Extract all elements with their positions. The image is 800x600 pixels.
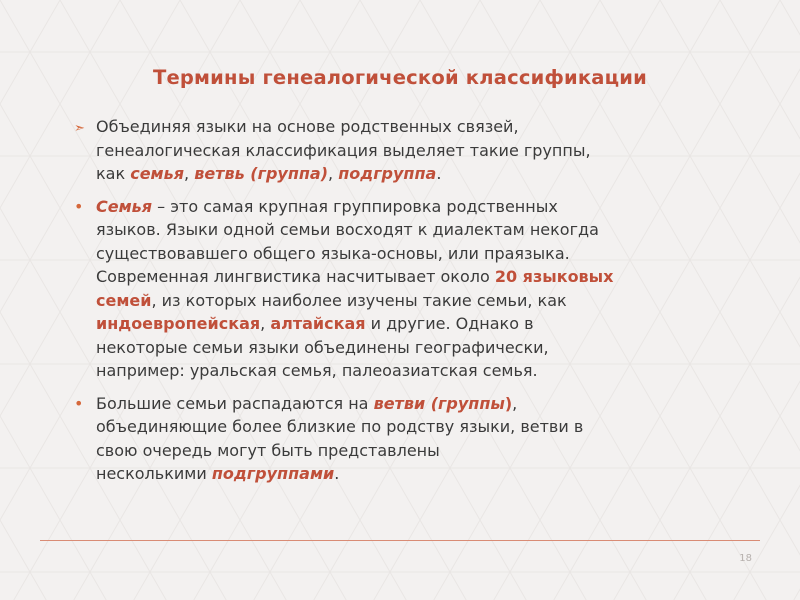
- text-line: Объединяя языки на основе родственных связей,: [96, 117, 519, 136]
- family-count: 20 языковых: [494, 267, 614, 286]
- term-indo-european: индоевропейская: [96, 314, 261, 333]
- text-line: существовавшего общего языка-основы, или праязыка.: [96, 243, 570, 263]
- paragraph-family: [74, 195, 754, 383]
- text-span: .: [436, 164, 442, 183]
- term-family: семья: [130, 164, 185, 183]
- page-number: 18: [739, 553, 752, 564]
- text-line: [96, 312, 754, 336]
- term-branches: ветви (группы: [373, 393, 505, 413]
- dot-bullet-icon: •: [74, 196, 84, 216]
- text-span: .: [334, 464, 340, 483]
- text-line: [96, 162, 754, 186]
- term-subgroup: подгруппа: [338, 164, 437, 183]
- slide-body: [74, 115, 754, 495]
- text-line: свою очередь могут быть представлены: [96, 440, 440, 460]
- text-line: генеалогическая классификация выделяет такие группы,: [96, 140, 591, 160]
- text-line: например: уральская семья, палеоазиатская семья.: [96, 361, 538, 380]
- text-line: некоторые семьи языки объединены географически,: [96, 337, 549, 357]
- term-branch: ветвь (группа): [194, 164, 329, 183]
- text-span: и другие. Однако в: [365, 314, 534, 333]
- text-line: [96, 195, 754, 219]
- text-line: [96, 289, 754, 313]
- paragraph-intro: [74, 115, 754, 186]
- text-span: ,: [328, 164, 339, 183]
- text-span: ): [504, 393, 513, 413]
- text-line: [96, 392, 754, 416]
- paragraph-branches: [74, 392, 754, 486]
- slide-title: Термины генеалогической классификации: [152, 66, 648, 89]
- term-subgroups: подгруппами: [211, 464, 335, 483]
- text-span: ,: [512, 393, 518, 413]
- text-line: [96, 265, 754, 289]
- arrow-bullet-icon: ➣: [74, 121, 85, 136]
- text-line: объединяющие более близкие по родству языки, ветви в: [96, 417, 584, 436]
- text-span: – это самая крупная группировка родственных: [152, 196, 558, 216]
- text-span: Современная лингвистика насчитывает около: [96, 267, 495, 286]
- family-count: семей: [96, 290, 152, 310]
- text-line: [96, 462, 754, 486]
- footer-divider: [40, 540, 760, 541]
- term-family: Семья: [96, 196, 153, 216]
- text-span: ,: [260, 314, 271, 333]
- text-span: , из которых наиболее изучены такие семьи, как: [151, 290, 567, 310]
- term-altaic: алтайская: [270, 314, 366, 333]
- text-span: как: [96, 164, 131, 183]
- text-span: ,: [184, 164, 195, 183]
- text-span: несколькими: [96, 464, 212, 483]
- dot-bullet-icon: •: [74, 393, 84, 413]
- text-line: языков. Языки одной семьи восходят к диалектам некогда: [96, 220, 599, 239]
- text-span: Большие семьи распадаются на: [96, 393, 374, 413]
